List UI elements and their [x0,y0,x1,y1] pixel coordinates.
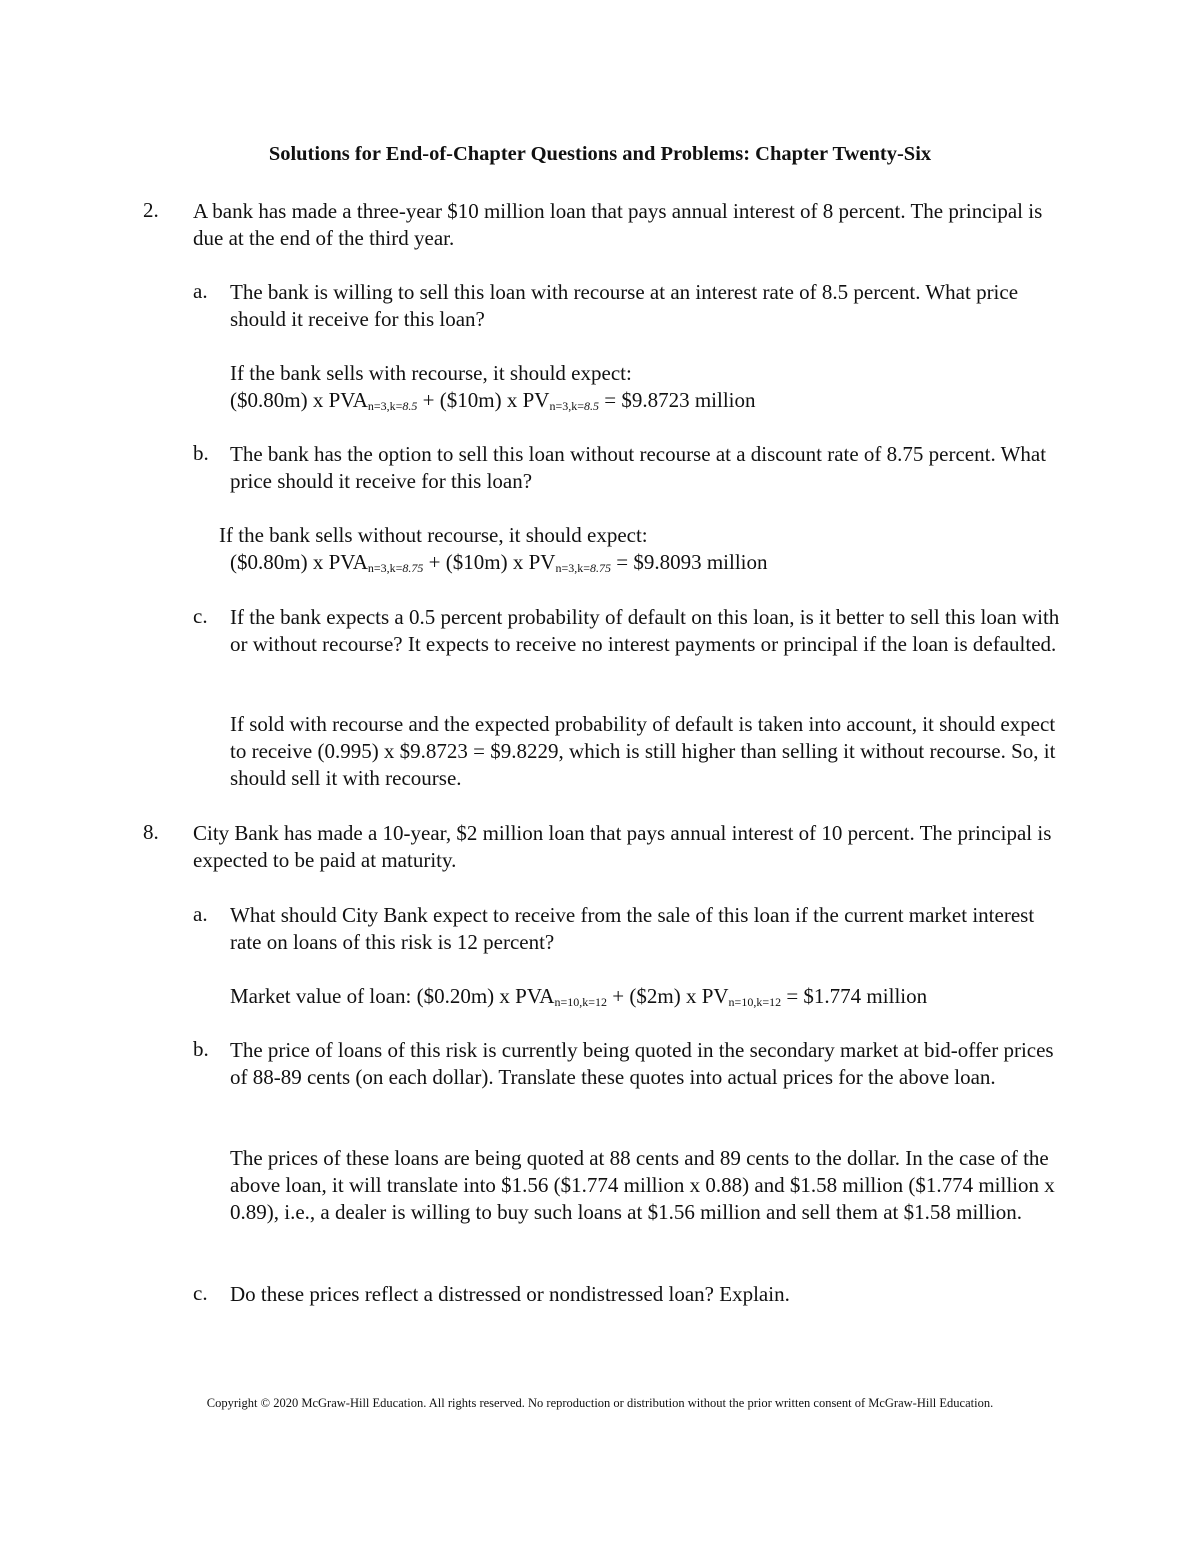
answer-2a-formula: ($0.80m) x $PVA_{n=3,k=8.5}$ + ($10m) x $PV_{n=3,k=8.5}$ = $9.8723 million [230,388,756,413]
question-8c-text: Do these prices reflect a distressed or nondistressed loan? Explain. [230,1282,790,1306]
question-2-text: A bank has made a three-year $10 million loan that pays annual interest of 8 percent. The principal is due at the end of the third year. [193,199,1043,250]
copyright-footer: Copyright © 2020 McGraw-Hill Education. All rights reserved. No reproduction or distribution without the prior written consent of McGraw-Hill Education. [206,1396,994,1410]
question-8b-text: The price of loans of this risk is currently being quoted in the secondary market at bid-offer prices of 88-89 cents (on each dollar). Translate these quotes into actual prices for the above loan. [230,1038,1054,1089]
page-title: Solutions for End-of-Chapter Questions and Problems: Chapter Twenty-Six [268,143,932,165]
question-2b-text: The bank has the option to sell this loan without recourse at a discount rate of 8.75 percent. What price should it receive for this loan? [230,442,1047,493]
question-8a-label: a. [193,902,208,926]
answer-2a-intro: If the bank sells with recourse, it should expect: [230,361,632,385]
question-2c-label: c. [193,604,208,628]
question-8c-label: c. [193,1281,208,1305]
question-2b-label: b. [193,441,209,465]
question-2c-text: If the bank expects a 0.5 percent probability of default on this loan, is it better to sell this loan with or without recourse? It expects to receive no interest payments or principal if the loan is defaulted. [230,605,1060,656]
question-8a-text: What should City Bank expect to receive from the sale of this loan if the current market interest rate on loans of this risk is 12 percent? [230,903,1035,954]
answer-8a-formula: Market value of loan: ($0.20m) x $PVA_{n=10,k=12}$ + ($2m) x $PV_{n=10,k=12}$ = $1.774 million [230,984,928,1009]
question-8b-label: b. [193,1037,209,1061]
answer-2c: If sold with recourse and the expected probability of default is taken into account, it should expect to receive (0.995) x $9.8723 = $9.8229, which is still higher than selling it without recourse. So, it should sell it with recourse. [230,712,1056,790]
question-8-text: City Bank has made a 10-year, $2 million loan that pays annual interest of 10 percent. The principal is expected to be paid at maturity. [193,821,1052,872]
answer-8b: The prices of these loans are being quoted at 88 cents and 89 cents to the dollar. In the case of the above loan, it will translate into $1.56 ($1.774 million x 0.88) and $1.58 million ($1.774 million x 0.89), i.e., a dealer is willing to buy such loans at $1.56 million and sell them at $1.58 million. [230,1146,1055,1224]
question-2-number: 2. [143,198,159,222]
answer-2b-intro: If the bank sells without recourse, it should expect: [219,523,648,547]
answer-2b-formula: ($0.80m) x $PVA_{n=3,k=8.75}$ + ($10m) x $PV_{n=3,k=8.75}$ = $9.8093 million [230,550,768,575]
question-8-number: 8. [143,820,159,844]
question-2a-text: The bank is willing to sell this loan with recourse at an interest rate of 8.5 percent. What price should it receive for this loan? [230,280,1019,331]
question-2a-label: a. [193,279,208,303]
